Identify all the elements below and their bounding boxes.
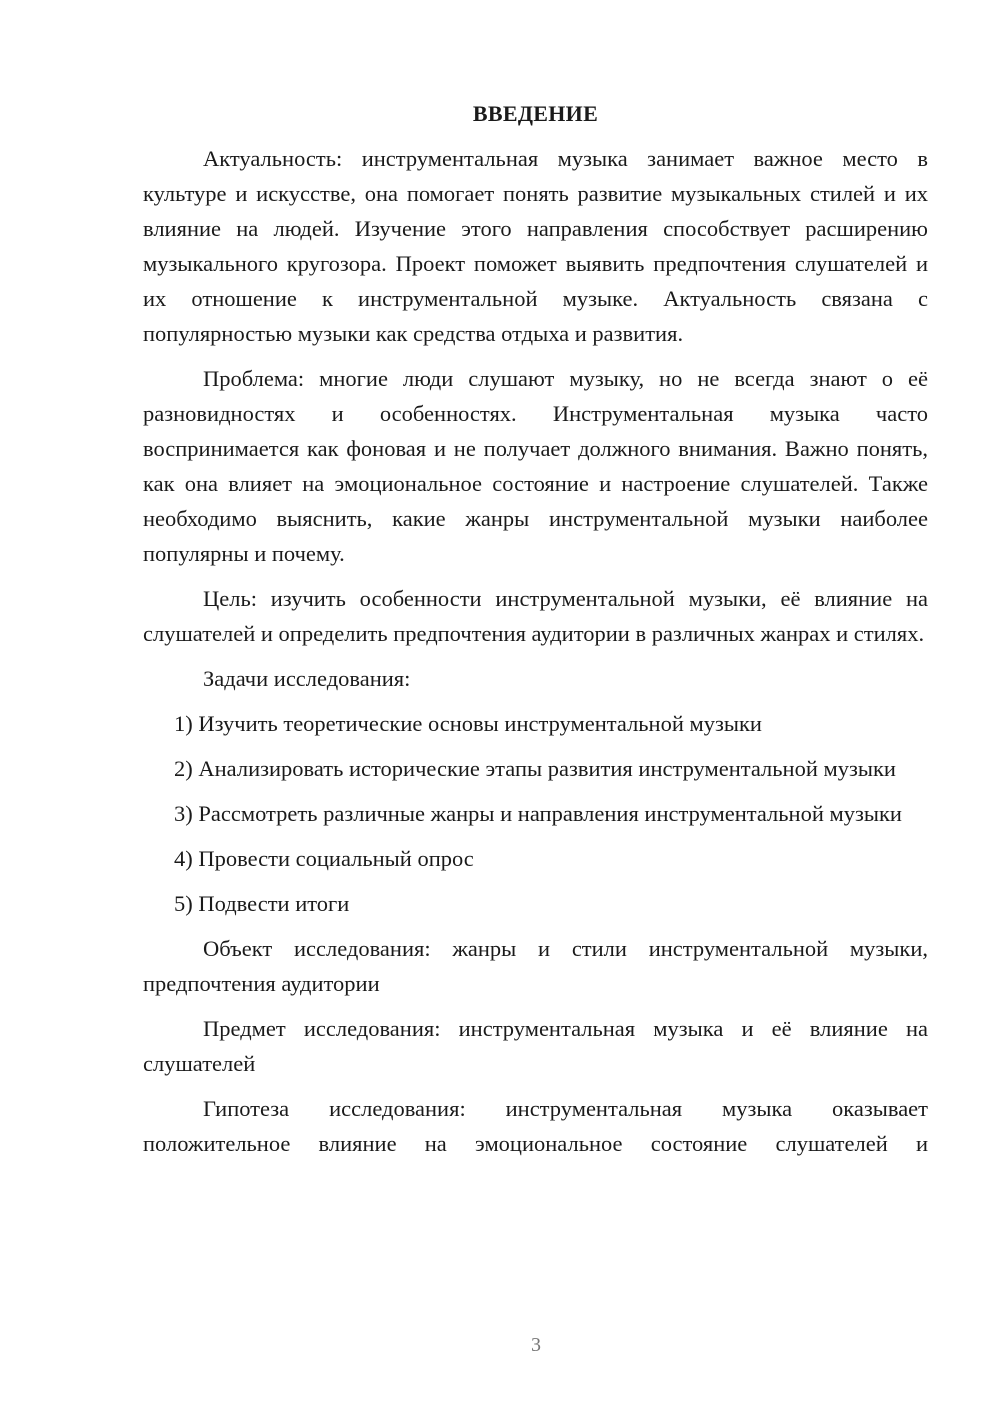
subject-paragraph: Предмет исследования: инструментальная музыка и её влияние на слушателей <box>143 1016 928 1076</box>
list-item: 4) Провести социальный опрос <box>174 846 474 871</box>
list-item: 1) Изучить теоретические основы инструментальной музыки <box>174 711 762 736</box>
goal-paragraph: Цель: изучить особенности инструментальной музыки, её влияние на слушателей и определить предпочтения аудитории в различных жанрах и стилях. <box>143 586 928 646</box>
tasks-list <box>143 706 928 921</box>
page-number: 3 <box>531 1334 541 1356</box>
list-item: 5) Подвести итоги <box>174 891 350 916</box>
page-title: ВВЕДЕНИЕ <box>472 101 599 126</box>
list-item: 2) Анализировать исторические этапы развития инструментальной музыки <box>174 756 896 781</box>
object-paragraph: Объект исследования: жанры и стили инструментальной музыки, предпочтения аудитории <box>143 936 928 996</box>
list-item: 3) Рассмотреть различные жанры и направления инструментальной музыки <box>174 801 902 826</box>
tasks-heading: Задачи исследования: <box>203 666 411 691</box>
page-content <box>143 96 928 1171</box>
hypothesis-paragraph: Гипотеза исследования: инструментальная музыка оказывает положительное влияние на эмоциональное состояние слушателей и <box>143 1096 928 1156</box>
relevance-paragraph: Актуальность: инструментальная музыка занимает важное место в культуре и искусстве, она помогает понять развитие музыкальных стилей и их влияние на людей. Изучение этого направления способствует расширению музыкального кругозора. Проект поможет выявить предпочтения слушателей и их отношение к инструментальной музыке. Актуальность связана с популярностью музыки как средства отдыха и развития. <box>143 146 928 346</box>
problem-paragraph: Проблема: многие люди слушают музыку, но не всегда знают о её разновидностях и особенностях. Инструментальная музыка часто воспринимается как фоновая и не получает должного внимания. Важно понять, как она влияет на эмоциональное состояние и настроение слушателей. Также необходимо выяснить, какие жанры инструментальной музыки наиболее популярны и почему. <box>143 366 928 566</box>
